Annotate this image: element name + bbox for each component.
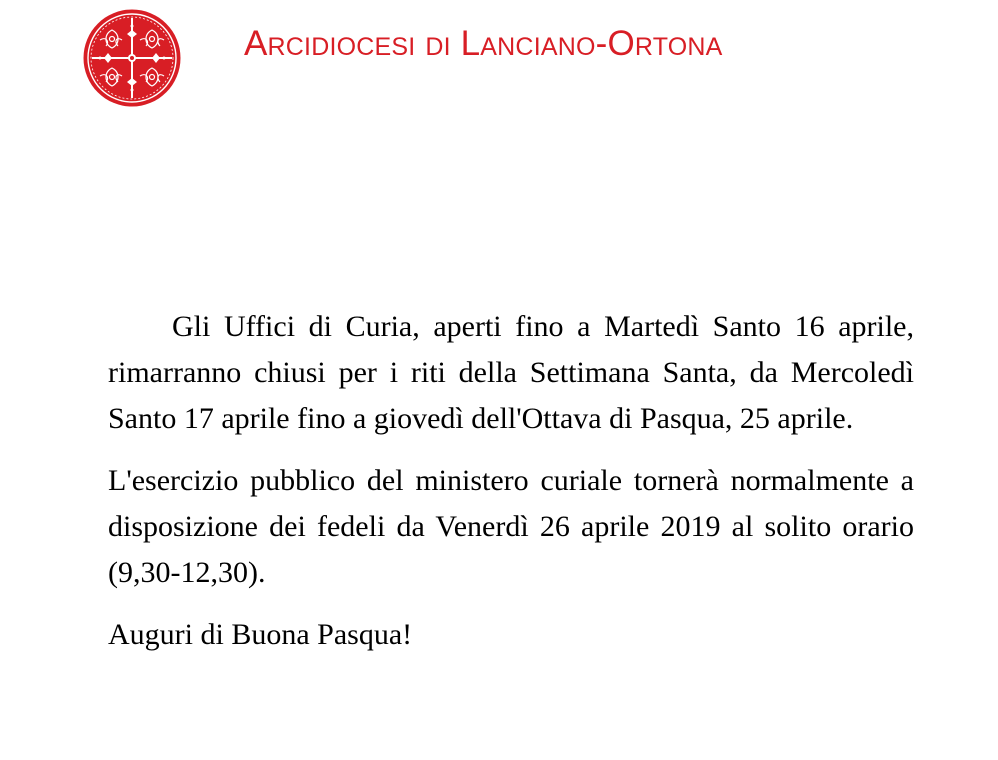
notice-body [108, 304, 914, 674]
notice-paragraph: Gli Uffici di Curia, aperti fino a Martedì Santo 16 aprile, rimarranno chiusi per i riti della Settimana Santa, da Mercoledì Santo 17 aprile fino a giovedì dell'Ottava di Pasqua, 25 aprile. [108, 310, 914, 435]
notice-paragraph: L'esercizio pubblico del ministero curiale tornerà normalmente a disposizione dei fedeli da Venerdì 26 aprile 2019 al solito orario (9,30-12,30). [108, 464, 914, 589]
archdiocese-seal-icon [82, 8, 182, 108]
page-title: Arcidiocesi di Lanciano-Ortona [244, 24, 723, 63]
easter-greeting: Auguri di Buona Pasqua! [108, 618, 413, 651]
